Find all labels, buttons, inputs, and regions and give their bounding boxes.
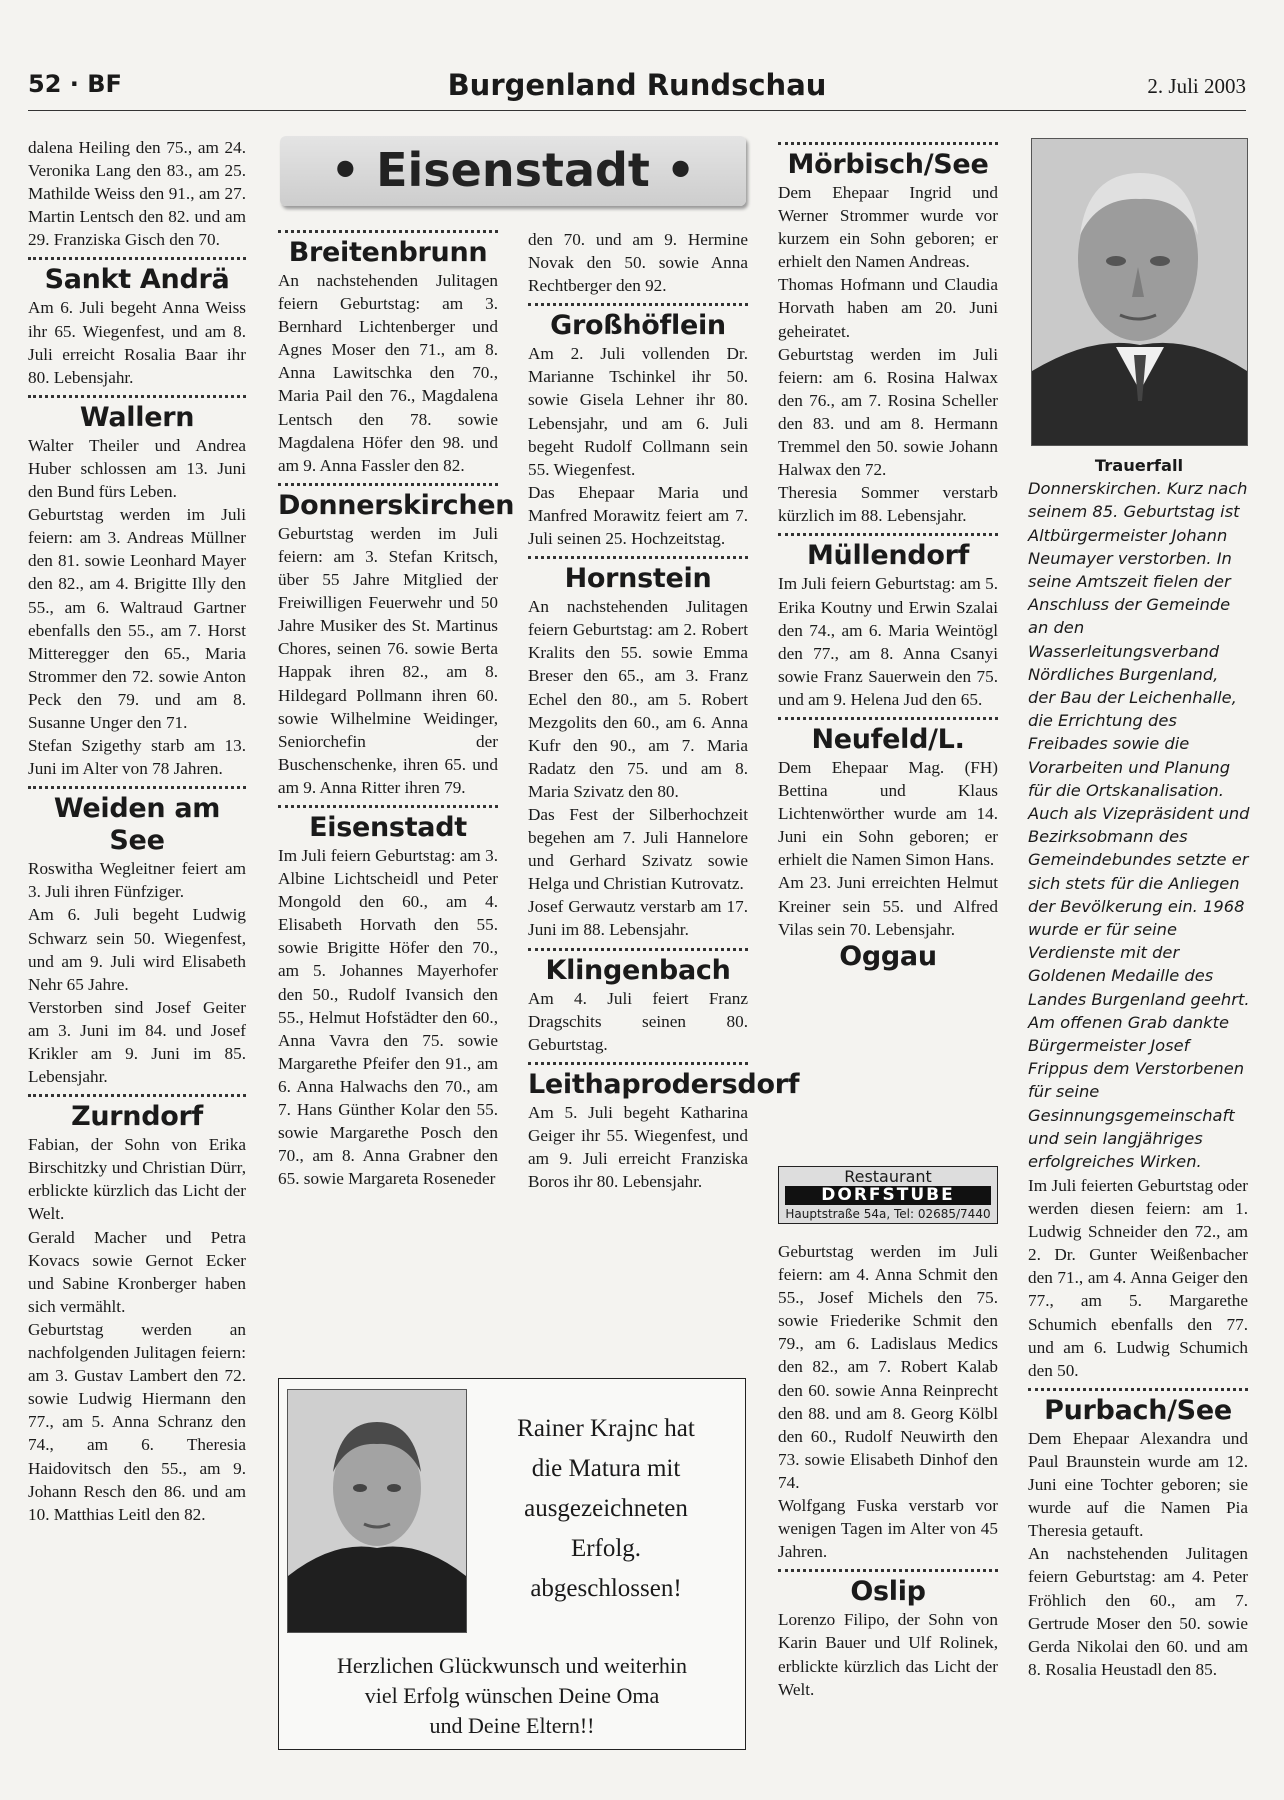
divider (1028, 1388, 1248, 1391)
caption-title: Trauerfall (1094, 456, 1184, 475)
article-text: Am 23. Juni erreichten Helmut Kreiner sein 55. und Alfred Vilas sein 70. Lebensjahr. (778, 873, 998, 939)
heading-hornstein: Hornstein (564, 563, 712, 595)
graduate-photo (287, 1389, 467, 1633)
heading-sankt-andrae: Sankt Andrä (44, 264, 230, 296)
article-text: dalena Heiling den 75., am 24. Veronika Lang den 83., am 25. Mathilde Weiss den 91., am 27. Martin Lentsch den 82. und am 29. Franziska Gisch den 70. (28, 138, 246, 250)
article-text: Walter Theiler und Andrea Huber schlossen am 13. Juni den Bund fürs Leben. (28, 435, 246, 502)
message-line: Rainer Krajnc hat (517, 1415, 695, 1442)
article-text: Geburtstag werden im Juli feiern: am 3. Stefan Kritsch, über 55 Jahre Mitglied der Freiwilligen Feuerwehr und 50 Jahre Musiker des St. Martinus Chores, seinen 76. sowie Berta Happak ihren 82., am 8. Hildegard Pollmann ihren 60. sowie Wilhelmine Weidinger, Seniorchefin der Buschenschenke, ihren 65. und am 9. Anna Ritter ihren 79. (278, 523, 498, 797)
newspaper-title: Burgenland Rundschau (447, 68, 827, 102)
column-2 (278, 224, 515, 1190)
issue-date: 2. Juli 2003 (1147, 74, 1246, 98)
heading-leithaprodersdorf: Leithaprodersdorf (528, 1068, 800, 1100)
message-line: abgeschlossen! (530, 1575, 682, 1602)
column-4 (778, 136, 998, 973)
article-text: Verstorben sind Josef Geiter am 3. Juni im 84. und Josef Krikler am 9. Juni im 85. Lebensjahr. (28, 997, 246, 1087)
article-text: den 70. und am 9. Hermine Novak den 50. sowie Anna Rechtberger den 92. (528, 230, 748, 296)
divider (28, 257, 246, 260)
caption-text: Donnerskirchen. Kurz nach seinem 85. Geburtstag ist Altbürgermeister Johann Neumayer verstorben. In seine Amtszeit fielen der Anschluss der Gemeinde an den Wasserleitungsverband Nördliches Burgenland, der Bau der Leichenhalle, die Errichtung des Freibades sowie die Vorarbeiten und Planung für die Ortskanalisation. Auch als Vizepräsident und Bezirksobmann des Gemeindebundes setzte er sich stets für die Anliegen der Bevölkerung ein. 1968 wurde er für seine Verdienste mit der Goldenen Medaille des Landes Burgenland geehrt. Am offenen Grab dankte Bürgermeister Josef Frippus dem Verstorbenen für seine Gesinnungsgemeinschaft und sein langjähriges erfolgreiches Wirken. (1028, 479, 1250, 1172)
heading-wallern: Wallern (79, 401, 195, 433)
congratulation-message (479, 1409, 733, 1609)
article-text: Im Juli feiern Geburtstag: am 5. Erika Koutny und Erwin Szalai den 74., am 6. Maria Weintögl den 77., am 8. Anna Csanyi sowie Franz Sauerwein den 75. und am 9. Helena Jud den 65. (778, 574, 998, 709)
footer-line: und Deine Eltern!! (429, 1713, 595, 1738)
heading-zurndorf: Zurndorf (71, 1101, 203, 1133)
heading-donnerskirchen: Donnerskirchen (278, 489, 515, 521)
article-text: Wolfgang Fuska verstarb vor wenigen Tagen im Alter von 45 Jahren. (778, 1496, 998, 1562)
page-header (28, 66, 1246, 111)
divider (278, 483, 498, 486)
heading-breitenbrunn: Breitenbrunn (288, 237, 488, 268)
article-text: Geburtstag werden im Juli feiern: am 3. Andreas Müllner den 81. sowie Leonhard Mayer den 82., am 4. Brigitte Illy den 55., am 6. Waltraud Gartner ebenfalls den 55., am 7. Horst Mitteregger den 65., Maria Strommer den 72. sowie Anton Peck den 79. und am 8. Susanne Unger den 71. (28, 505, 246, 732)
article-text: Theresia Sommer verstarb kürzlich im 88. Lebensjahr. (778, 483, 998, 526)
divider (278, 230, 498, 233)
article-text: Stefan Szigethy starb am 13. Juni im Alter von 78 Jahren. (28, 736, 246, 779)
article-text: An nachstehenden Julitagen feiern Geburtstag: am 2. Robert Kralits den 55. sowie Emma Breser den 65., am 3. Franz Echel den 80., am 5. Robert Mezgolits den 60., am 6. Anna Kufr den 90., am 7. Maria Radatz den 75. und am 8. Maria Szivatz den 80. (528, 597, 748, 801)
divider (28, 1094, 246, 1097)
article-text: Dem Ehepaar Mag. (FH) Bettina und Klaus Lichtenwörther wurde am 14. Juni ein Sohn geboren; er erhielt die Namen Simon Hans. (778, 757, 998, 870)
article-text: Das Fest der Silberhochzeit begehen am 7. Juli Hannelore und Gerhard Szivatz sowie Helga und Christian Kutrovatz. (528, 804, 748, 894)
divider (28, 786, 246, 789)
page-number: 52 · BF (28, 70, 122, 98)
article-text: Am 6. Juli begeht Anna Weiss ihr 65. Wiegenfest, und am 8. Juli erreicht Rosalia Baar ihr 80. Lebensjahr. (28, 298, 246, 387)
ad-address: Hauptstraße 54a, Tel: 02685/7440 (785, 1207, 991, 1221)
heading-oggau: Oggau (839, 940, 937, 972)
heading-neufeld: Neufeld/L. (811, 723, 965, 755)
divider (28, 395, 246, 398)
article-text: Geburtstag werden im Juli feiern: am 4. Anna Schmit den 55., Josef Michels den 75. sowie Friederike Schmit den 79., am 6. Ladislaus Medics den 82., am 7. Robert Kalab den 60. sowie Anna Reinprecht den 88. und am 8. Georg Kölbl den 60., Rudolf Neuwirth den 73. sowie Elisabeth Dinhof den 74. (778, 1242, 998, 1492)
column-5 (1028, 1174, 1248, 1681)
ad-line-2: DORFSTUBE (785, 1186, 991, 1205)
message-line: die Matura mit (531, 1455, 681, 1482)
divider (778, 1569, 998, 1572)
article-text: Geburtstag werden an nachfolgenden Julitagen feiern: am 3. Gustav Lambert den 72. sowie Ludwig Hiermann den 77., am 5. Anna Schranz den 74., am 6. Theresia Haidovitsch den 55., am 9. Johann Resch den 86. und am 10. Matthias Leitl den 82. (28, 1319, 246, 1524)
article-text: Das Ehepaar Maria und Manfred Morawitz feiert am 7. Juli seinen 25. Hochzeitstag. (528, 482, 748, 549)
message-line: Erfolg. (570, 1535, 642, 1562)
ad-line-1: Restaurant (844, 1167, 932, 1186)
divider (528, 948, 748, 951)
article-text: Lorenzo Filipo, der Sohn von Karin Bauer und Ulf Rolinek, erblickte kürzlich das Licht der Welt. (778, 1610, 998, 1699)
footer-line: viel Erfolg wünschen Deine Oma (364, 1683, 660, 1708)
divider (528, 303, 748, 306)
message-line: ausgezeichneten (524, 1495, 688, 1522)
portrait-photo (1031, 138, 1248, 446)
divider (778, 533, 998, 536)
heading-purbach-see: Purbach/See (1044, 1394, 1232, 1426)
article-text: Im Juli feiern Geburtstag: am 3. Albine Lichtscheidl und Peter Mongold den 60., am 4. Elisabeth Horvath den 55. sowie Brigitte Höfer den 70., am 5. Johannes Mayerhofer den 50., Rudolf Ivansich den 55., Helmut Hofstädter den 60., Anna Vavra den 75. sowie Margarethe Pfeifer den 91., am 6. Anna Halwachs den 70., am 7. Hans Günther Kolar den 55. sowie Margarethe Posch den 70., am 8. Anna Grabner den 65. sowie Margareta Roseneder (278, 845, 498, 1189)
restaurant-ad (778, 1166, 998, 1224)
section-banner: • Eisenstadt • (280, 136, 746, 206)
divider (778, 717, 998, 720)
heading-muellendorf: Müllendorf (806, 540, 970, 572)
article-text: Am 6. Juli begeht Ludwig Schwarz sein 50. Wiegenfest, und am 9. Juli wird Elisabeth Nehr 65 Jahre. (28, 905, 246, 994)
graduate-image (288, 1390, 466, 1632)
divider (528, 1062, 748, 1065)
article-text: Fabian, der Sohn von Erika Birschitzky und Christian Dürr, erblickte kürzlich das Licht der Welt. (28, 1135, 246, 1224)
article-text: Am 2. Juli vollenden Dr. Marianne Tschinkel ihr 50. sowie Gisela Lehner ihr 80. Lebensjahr, und am 6. Juli begeht Rudolf Collmann sein 55. Wiegenfest. (528, 344, 748, 479)
column-3 (528, 228, 800, 1193)
obituary-caption (1028, 454, 1250, 1173)
article-text: Josef Gerwautz verstarb am 17. Juni im 88. Lebensjahr. (528, 897, 748, 940)
congratulation-footer (289, 1651, 735, 1741)
heading-weiden-am-see: Weiden am See (53, 793, 221, 857)
article-text: Im Juli feierten Geburtstag oder werden diesen feiern: am 1. Ludwig Schneider den 72., am 2. Dr. Gunter Weißenbacher den 71., am 4. Anna Geiger den 77., am 5. Margarethe Schumich ebenfalls den 77. und am 6. Ludwig Schumich den 50. (1028, 1176, 1248, 1380)
article-text: Dem Ehepaar Alexandra und Paul Braunstein wurde am 12. Juni eine Tochter geboren; sie wurde auf die Namen Pia Theresia getauft. (1028, 1428, 1248, 1541)
article-text: Geburtstag werden im Juli feiern: am 6. Rosina Halwax den 76., am 7. Rosina Scheller den 83. und am 8. Hermann Tremmel den 50. sowie Johann Halwax den 72. (778, 344, 998, 480)
heading-eisenstadt: Eisenstadt (309, 811, 467, 843)
divider (778, 142, 998, 145)
heading-moerbisch-see: Mörbisch/See (787, 149, 989, 180)
article-text: Gerald Macher und Petra Kovacs sowie Gernot Ecker und Sabine Kronberger haben sich vermählt. (28, 1227, 246, 1316)
heading-oslip: Oslip (850, 1576, 926, 1608)
portrait-image (1032, 139, 1247, 445)
article-text: Am 4. Juli feiert Franz Dragschits seinen 80. Geburtstag. (528, 988, 748, 1054)
article-text: Thomas Hofmann und Claudia Horvath haben am 20. Juni geheiratet. (778, 275, 998, 341)
heading-grosshoeflein: Großhöflein (550, 310, 726, 342)
divider (528, 556, 748, 559)
article-text: Am 5. Juli begeht Katharina Geiger ihr 55. Wiegenfest, und am 9. Juli erreicht Franziska Boros ihr 80. Lebensjahr. (528, 1102, 748, 1192)
article-text: Dem Ehepaar Ingrid und Werner Strommer wurde vor kurzem ein Sohn geboren; er erhielt den Namen Andreas. (778, 183, 998, 272)
heading-klingenbach: Klingenbach (545, 954, 731, 986)
article-text: An nachstehenden Julitagen feiern Geburtstag: am 3. Bernhard Lichtenberger und Agnes Moser den 71., am 8. Anna Lawitschka den 70., Maria Pail den 76., Magdalena Lentsch den 78. sowie Magdalena Höfer den 98. und am 9. Anna Fassler den 82. (278, 271, 498, 475)
column-1 (28, 136, 246, 1526)
footer-line: Herzlichen Glückwunsch und weiterhin (336, 1653, 688, 1678)
article-text: Roswitha Wegleitner feiert am 3. Juli ihren Fünfziger. (28, 859, 246, 902)
congratulation-ad (278, 1378, 746, 1750)
divider (278, 805, 498, 808)
column-4-continued (778, 1240, 998, 1701)
article-text: An nachstehenden Julitagen feiern Geburtstag: am 4. Peter Fröhlich den 60., am 7. Gertrude Moser den 50. sowie Gerda Nikolai den 60. und am 8. Rosalia Heustadl den 85. (1028, 1544, 1248, 1679)
